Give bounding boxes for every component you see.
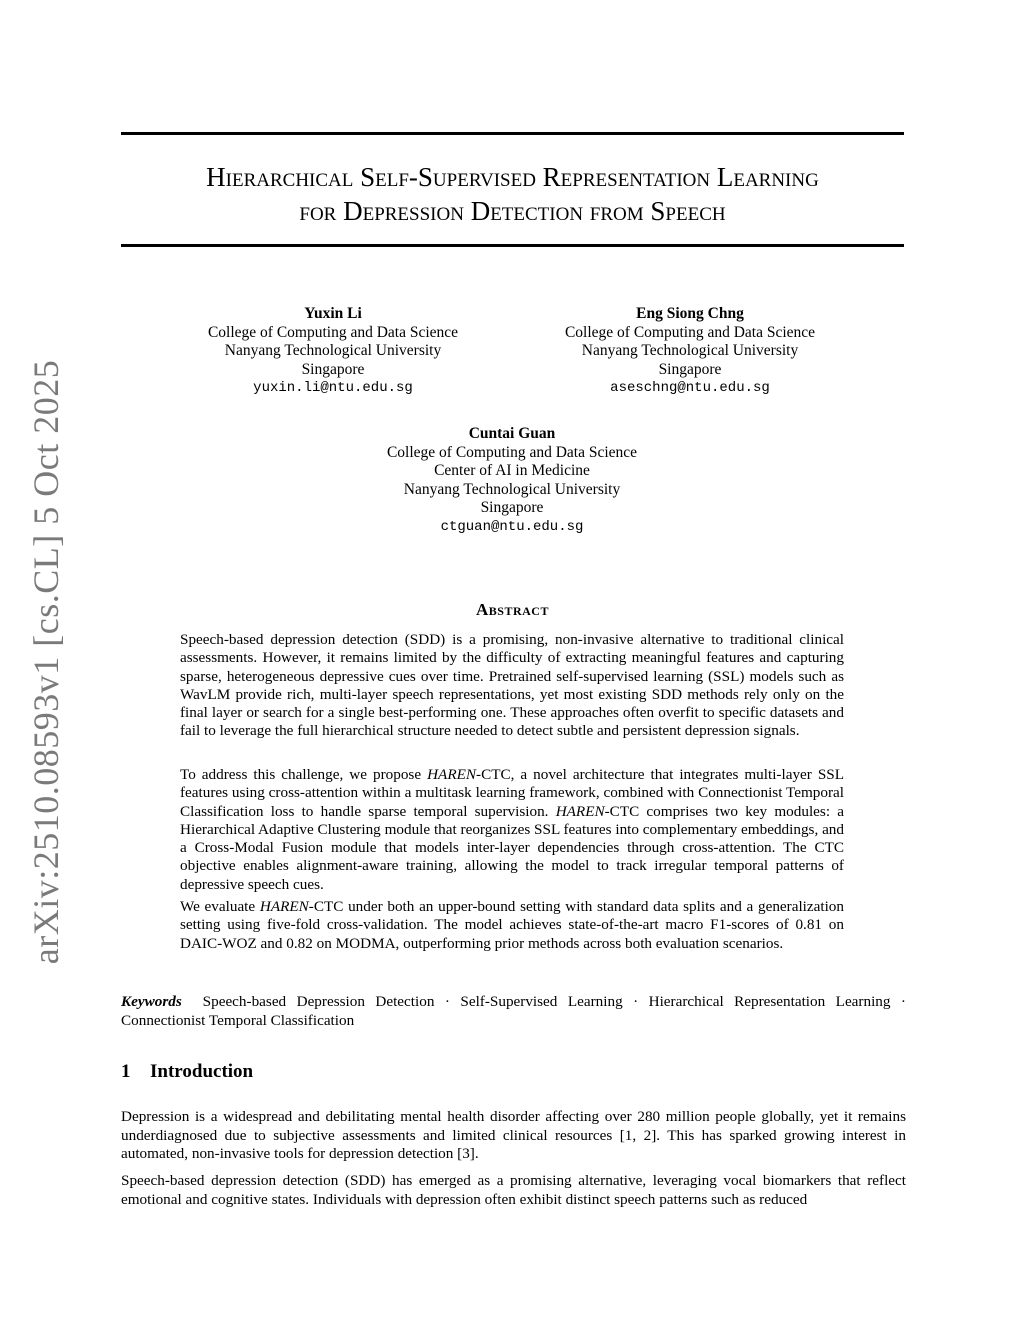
keywords-label: Keywords xyxy=(121,993,182,1010)
author-affiliation: College of Computing and Data Science xyxy=(386,443,638,461)
author-affiliation: Singapore xyxy=(480,499,544,516)
author-affiliation: Nanyang Technological University xyxy=(403,480,621,498)
author-affiliation: Singapore xyxy=(658,360,722,378)
author-email: yuxin.li@ntu.edu.sg xyxy=(253,380,413,396)
abstract-heading: Abstract xyxy=(476,600,549,619)
keywords-text: Speech-based Depression Detection · Self-Supervised Learning · Hierarchical Representation Learning · Connectionist Temporal Classification xyxy=(121,993,906,1029)
text-run: To address this challenge, we propose xyxy=(180,766,428,783)
text-run: We evaluate xyxy=(180,898,260,915)
author-affiliation: Center of AI in Medicine xyxy=(434,462,590,479)
section-heading xyxy=(121,1061,253,1083)
author-block-3 xyxy=(362,425,662,536)
text-run: -CTC, a novel architecture that integrates multi-layer SSL features using cross-attention within a multitask learning framework, combined with Connectionist Temporal Classification loss to handle sparse temporal supervision. xyxy=(180,766,845,820)
paper-title xyxy=(121,160,904,228)
abstract-paragraph-2 xyxy=(180,766,844,894)
title-bottom-rule xyxy=(121,244,904,247)
intro-paragraph-2: Speech-based depression detection (SDD) has emerged as a promising alternative, leveraging vocal biomarkers that reflect emotional and cognitive states. Individuals with depression often exhibit distinct speech patterns such as reduced xyxy=(121,1172,906,1208)
author-block-1 xyxy=(183,305,483,398)
author-affiliation: College of Computing and Data Science xyxy=(564,323,816,341)
model-name: HAREN xyxy=(555,802,605,820)
arxiv-identifier-stamp: arXiv:2510.08593v1 [cs.CL] 5 Oct 2025 xyxy=(26,359,66,965)
text-run: -CTC comprises two key modules: a Hierarchical Adaptive Clustering module that reorganizes SSL features into complementary embeddings, and a Cross-Modal Fusion module that models inter-layer dependencies through cross-attention. The CTC objective enables alignment-aware training, allowing the model to track irregular temporal patterns of depressive speech cues. xyxy=(180,802,844,893)
section-title: Introduction xyxy=(150,1061,254,1082)
text-run: -CTC under both an upper-bound setting with standard data splits and a generalization setting using five-fold cross-validation. The model achieves state-of-the-art macro F1-scores of 0.81 on DAIC-WOZ and 0.82 on MODMA, outperforming prior methods across both evaluation scenarios. xyxy=(180,898,844,952)
abstract-paragraph-3 xyxy=(180,898,844,953)
author-affiliation: Singapore xyxy=(301,360,365,378)
title-top-rule xyxy=(121,132,904,135)
author-block-2 xyxy=(540,305,840,398)
author-name: Eng Siong Chng xyxy=(636,305,744,322)
title-line-1: Hierarchical Self-Supervised Representation Learning xyxy=(206,162,819,192)
model-name: HAREN xyxy=(427,766,477,783)
model-name: HAREN xyxy=(259,898,309,915)
author-affiliation: College of Computing and Data Science xyxy=(207,323,459,341)
author-email: ctguan@ntu.edu.sg xyxy=(440,518,584,535)
intro-paragraph-1: Depression is a widespread and debilitating mental health disorder affecting over 280 million people globally, yet it remains underdiagnosed due to subjective assessments and limited clinical resources [1, 2]. This has sparked growing interest in automated, non-invasive tools for depression detection [3]. xyxy=(121,1108,906,1162)
author-affiliation: Nanyang Technological University xyxy=(224,342,442,359)
author-name: Cuntai Guan xyxy=(468,425,556,442)
author-affiliation: Nanyang Technological University xyxy=(581,342,799,359)
abstract-paragraph-1: Speech-based depression detection (SDD) is a promising, non-invasive alternative to traditional clinical assessments. However, it remains limited by the difficulty of extracting meaningful features and capturing sparse, heterogeneous depressive cues over time. Pretrained self-supervised learning (SSL) models such as WavLM provide rich, multi-layer speech representations, yet most existing SDD methods rely only on the final layer or search for a single best-performing one. These approaches often overfit to specific datasets and fail to leverage the full hierarchical structure needed to detect subtle and persistent depression signals. xyxy=(180,631,844,740)
section-number: 1 xyxy=(121,1061,131,1082)
author-name: Yuxin Li xyxy=(304,305,362,322)
keywords xyxy=(121,993,906,1030)
author-email: aseschng@ntu.edu.sg xyxy=(610,380,770,396)
title-line-2: for Depression Detection from Speech xyxy=(299,196,726,226)
